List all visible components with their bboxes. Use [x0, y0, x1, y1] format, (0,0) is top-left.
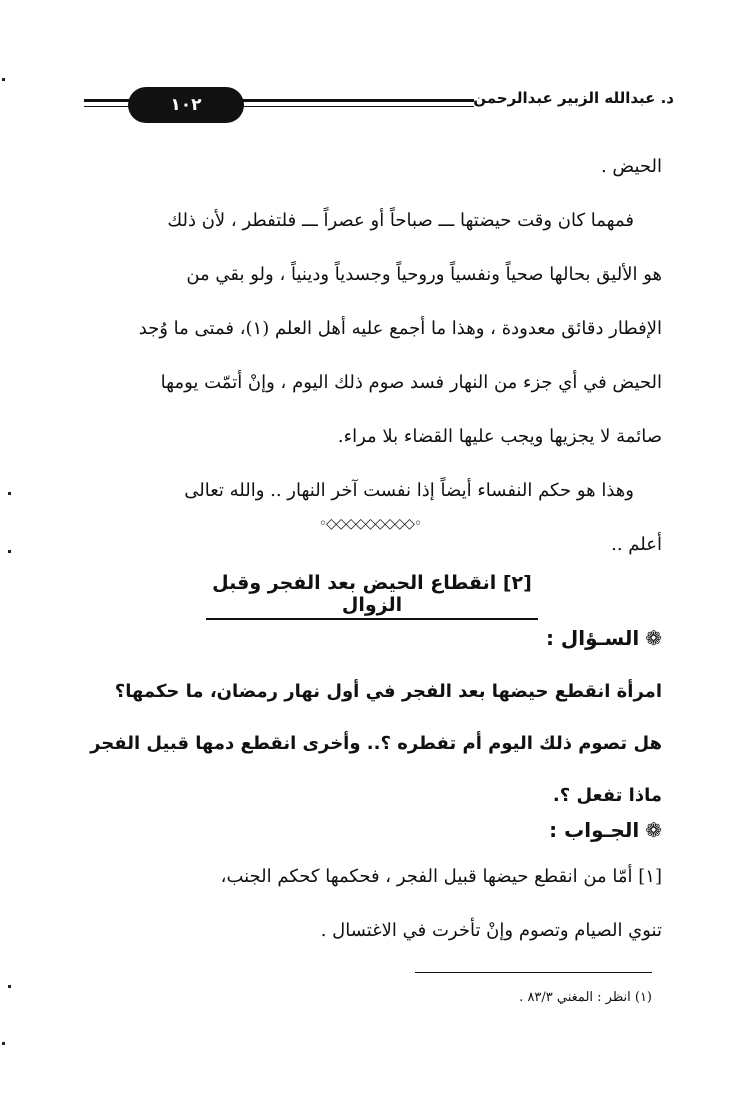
- footnote-rule: [415, 972, 652, 973]
- page-header: [84, 86, 674, 126]
- margin-mark: [2, 78, 5, 81]
- margin-mark: [8, 550, 11, 553]
- question-text: [88, 666, 662, 822]
- text-line: هل تصوم ذلك اليوم أم تفطره ؟.. وأخرى انقطع دمها قبيل الفجر: [90, 733, 662, 754]
- flower-icon: ❁: [645, 818, 662, 842]
- text-line: الحيض .: [600, 156, 662, 177]
- margin-mark: [8, 492, 11, 495]
- header-rule: [204, 106, 474, 107]
- question-label: [546, 626, 662, 650]
- ornament-divider: ◦◇◇◇◇◇◇◇◇◇◦: [318, 516, 422, 532]
- margin-mark: [8, 985, 11, 988]
- body-text: [88, 140, 662, 572]
- margin-mark: [2, 1042, 5, 1045]
- answer-label: [549, 818, 662, 842]
- section-title: [٢] انقطاع الحيض بعد الفجر وقبل الزوال: [206, 572, 538, 620]
- text-line: تنوي الصيام وتصوم وإنْ تأخرت في الاغتسال .: [320, 920, 662, 941]
- answer-text: [88, 850, 662, 958]
- text-line: الحيض في أي جزء من النهار فسد صوم ذلك اليوم ، وإنْ أتمّت يومها: [160, 372, 662, 393]
- page-number: ١٠٢: [128, 87, 244, 123]
- header-rule: [204, 99, 474, 102]
- text-line: وهذا هو حكم النفساء أيضاً إذا نفست آخر النهار .. والله تعالى: [184, 480, 634, 501]
- text-line: الإفطار دقائق معدودة ، وهذا ما أجمع عليه أهل العلم (١)، فمتى ما وُجد: [138, 318, 662, 339]
- text-line: هو الأليق بحالها صحياً ونفسياً وروحياً وجسدياً ودينياً ، ولو بقي من: [186, 264, 662, 285]
- text-line: أعلم ..: [611, 534, 662, 555]
- text-line: امرأة انقطع حيضها بعد الفجر في أول نهار رمضان، ما حكمها؟: [114, 681, 662, 702]
- text-line: [١] أمّا من انقطع حيضها قبيل الفجر ، فحكمها كحكم الجنب،: [220, 866, 662, 887]
- text-line: ماذا تفعل ؟.: [552, 785, 662, 806]
- text-line: فمهما كان وقت حيضتها ـــ صباحاً أو عصراً ـــ فلتفطر ، لأن ذلك: [167, 210, 634, 231]
- author-name: د. عبدالله الزبير عبدالرحمن: [473, 89, 674, 107]
- footnote: (١) انظر : المغني ٨٣/٣ .: [519, 990, 652, 1005]
- flower-icon: ❁: [645, 626, 662, 650]
- question-label-text: السـؤال :: [545, 626, 640, 650]
- answer-label-text: الجـواب :: [549, 818, 640, 842]
- text-line: صائمة لا يجزيها ويجب عليها القضاء بلا مراء.: [337, 426, 662, 447]
